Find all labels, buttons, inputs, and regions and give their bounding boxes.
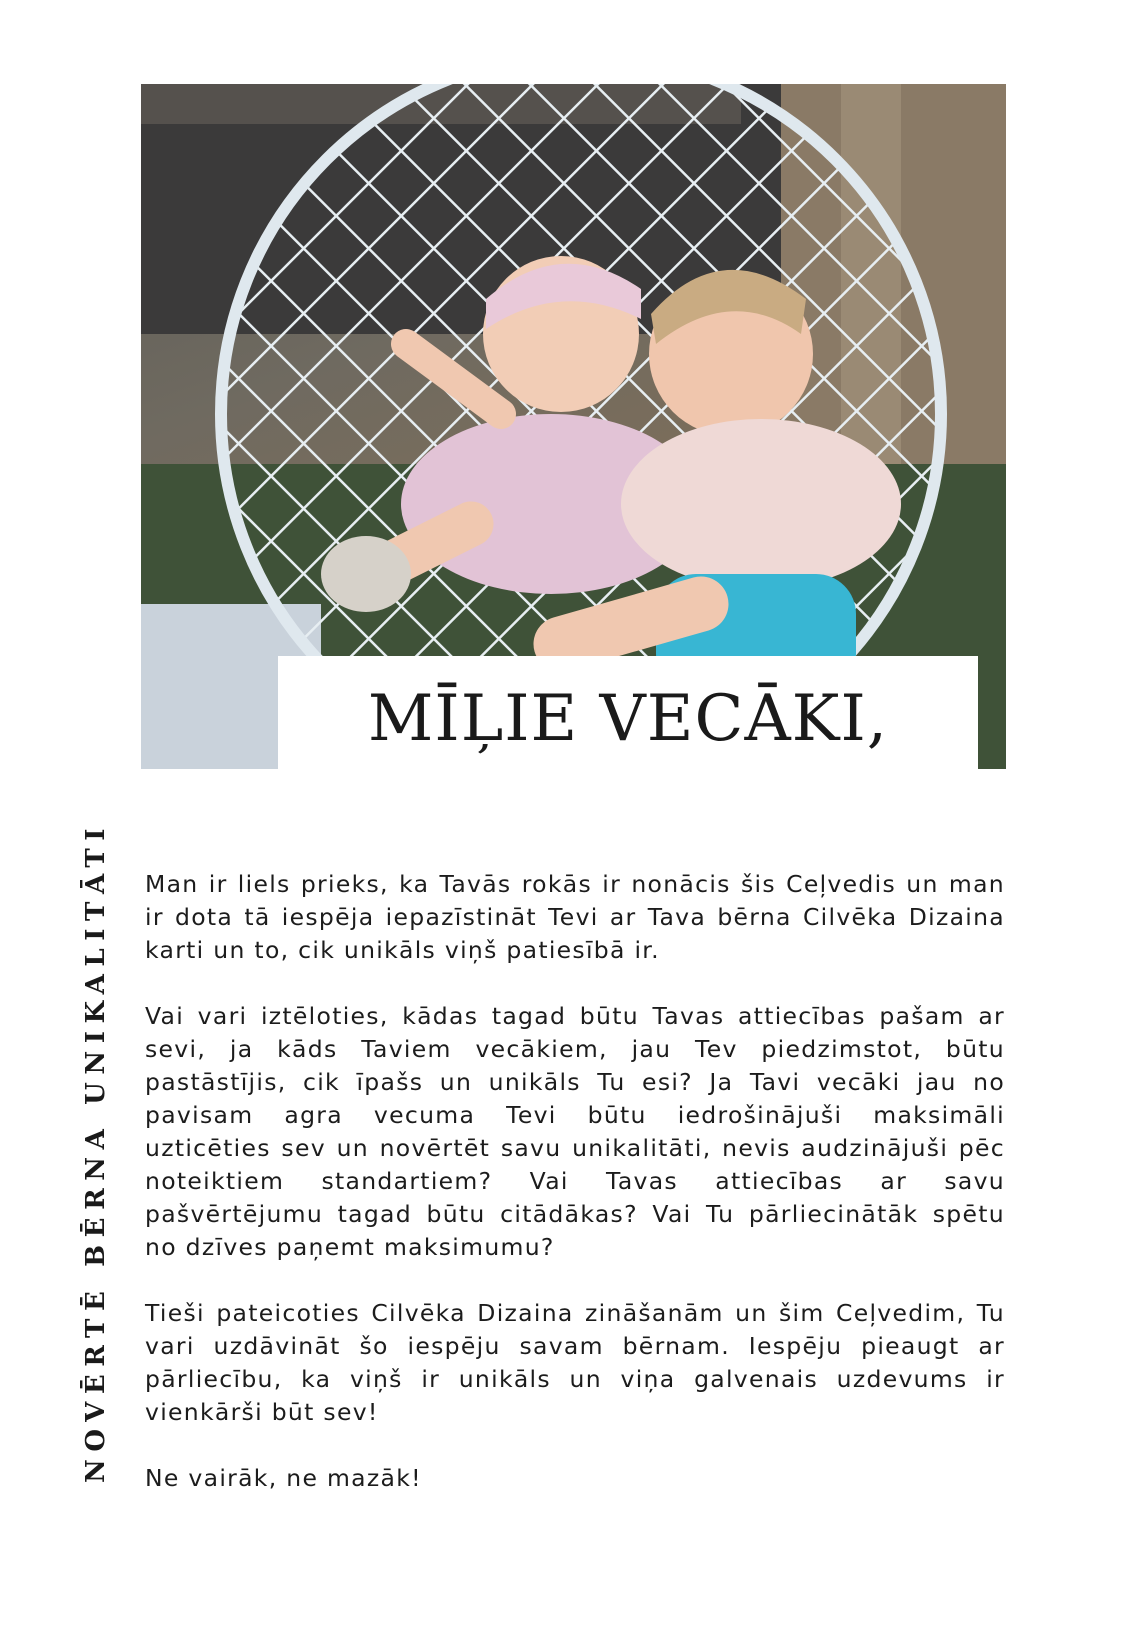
paragraph: Vai vari iztēloties, kādas tagad būtu Tavas attiecības pašam ar sevi, ja kāds Taviem vecākiem, jau Tev piedzimstot, būtu pastāstījis, cik īpašs un unikāls Tu esi? Ja Tavi vecāki jau no pavisam agra vecuma Tevi būtu iedrošinājuši maksimāli uzticēties sev un novērtēt savu unikalitāti, nevis audzinājuši pēc noteiktiem standartiem? Vai Tavas attiecības ar savu pašvērtējumu tagad būtu citādākas? Vai Tu pārliecinātāk spētu no dzīves paņemt maksimumu? xyxy=(145,1002,1005,1261)
page-title: MĪĻIE VECĀKI, xyxy=(367,681,889,756)
side-label: NOVĒRTĒ BĒRNA UNIKALITĀTI xyxy=(81,820,111,1484)
paragraph: Tieši pateicoties Cilvēka Dizaina zināšanām un šim Ceļvedim, Tu vari uzdāvināt šo iespēju savam bērnam. Iespēju pieaugt ar pārliecību, ka viņš ir unikāls un viņa galvenais uzdevums ir vienkārši būt sev! xyxy=(145,1299,1005,1426)
paragraph: Man ir liels prieks, ka Tavās rokās ir nonācis šis Ceļvedis un man ir dota tā iespēja iepazīstināt Tevi ar Tava bērna Cilvēka Dizaina karti un to, cik unikāls viņš patiesībā ir. xyxy=(145,870,1005,964)
paragraph: Ne vairāk, ne mazāk! xyxy=(145,1464,422,1492)
body-text xyxy=(145,868,1005,1528)
title-box xyxy=(278,656,978,769)
